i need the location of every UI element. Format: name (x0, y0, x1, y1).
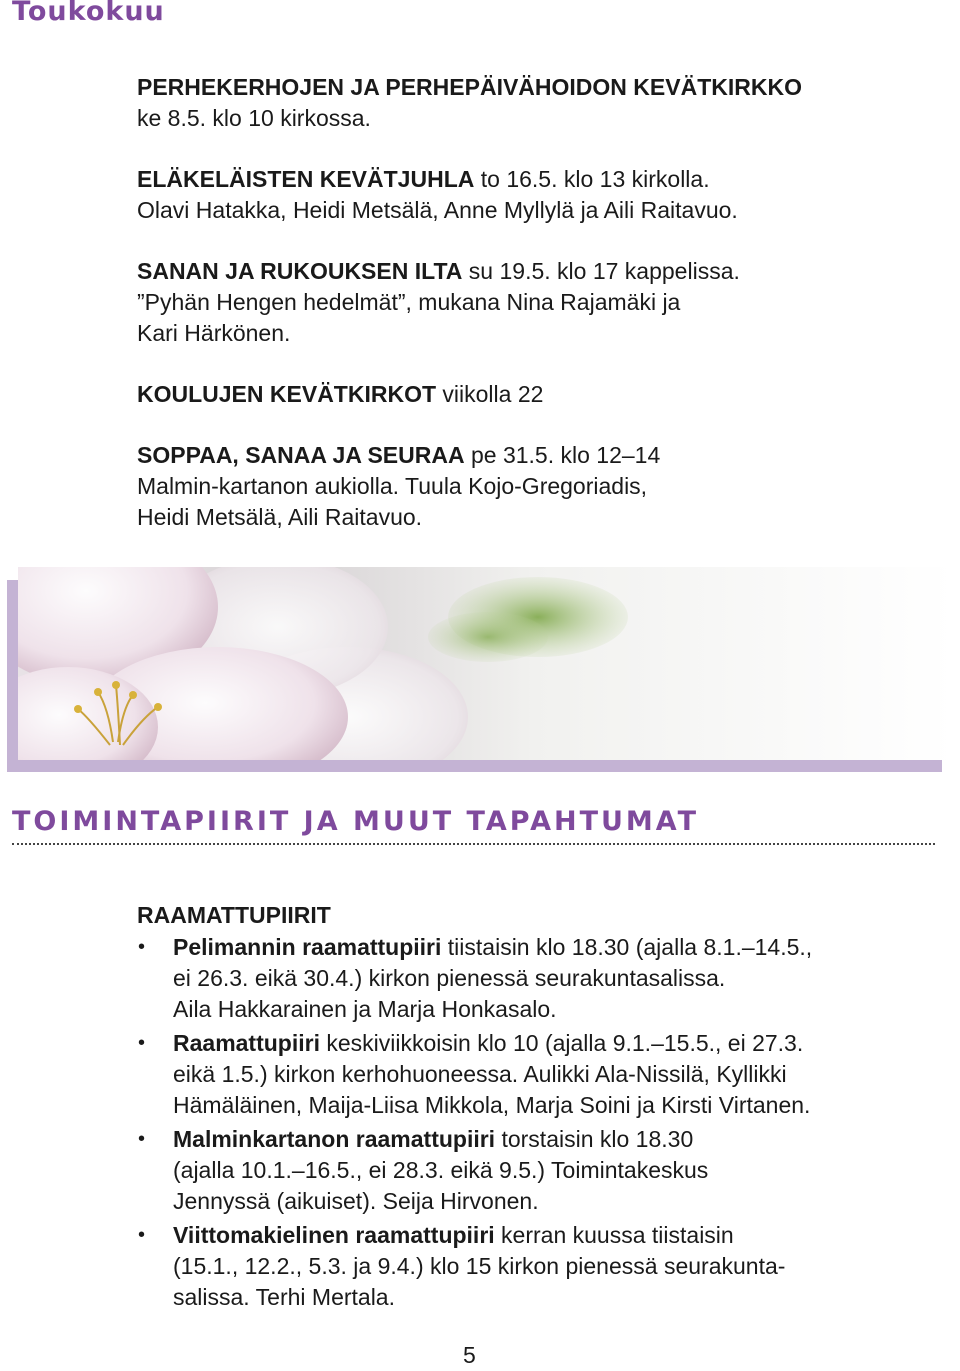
page-number: 5 (463, 1342, 476, 1368)
event-item: SANAN JA RUKOUKSEN ILTA su 19.5. klo 17 kappelissa. ”Pyhän Hengen hedelmät”, mukana Nina Rajamäki ja Kari Härkönen. (137, 258, 740, 346)
events-list (137, 72, 937, 563)
photo-frame-bottom (7, 760, 942, 772)
bullet-icon: • (138, 1032, 146, 1054)
list-item: • Viittomakielinen raamattupiiri kerran kuussa tiistaisin (15.1., 12.2., 5.3. ja 9.4.) klo 15 kirkon pienessä seurakunta- salissa. Terhi Mertala. (138, 1222, 786, 1310)
list-item: • Malminkartanon raamattupiiri torstaisin klo 18.30 (ajalla 10.1.–16.5., ei 28.3. eikä 9.5.) Toimintakeskus Jennyssä (aikuiset). Seija Hirvonen. (138, 1126, 709, 1214)
list-item: • Raamattupiiri keskiviikkoisin klo 10 (ajalla 9.1.–15.5., ei 27.3. eikä 1.5.) kirkon kerhohuoneessa. Aulikki Ala-Nissilä, Kyllikki Hämäläinen, Maija-Liisa Mikkola, Marja Soini ja Kirsti Virtanen. (138, 1030, 811, 1118)
event-item: SOPPAA, SANAA JA SEURAA pe 31.5. klo 12–14 Malmin-kartanon aukiolla. Tuula Kojo-Gregoriadis, Heidi Metsälä, Aili Raitavuo. (137, 442, 661, 530)
month-title: Toukokuu (12, 0, 165, 27)
subsection-title: RAAMATTUPIIRIT (137, 902, 331, 928)
blossom-photo (18, 567, 954, 760)
section-divider (12, 843, 935, 845)
blossom-illustration (18, 567, 954, 760)
event-item: KOULUJEN KEVÄTKIRKOT viikolla 22 (137, 381, 544, 407)
bullet-icon: • (138, 1224, 146, 1246)
bullet-icon: • (138, 1128, 146, 1150)
list-item: • Pelimannin raamattupiiri tiistaisin klo 18.30 (ajalla 8.1.–14.5., ei 26.3. eikä 30.4.) kirkon pienessä seurakuntasalissa. Aila Hakkarainen ja Marja Honkasalo. (138, 934, 813, 1022)
section-title: TOIMINTAPIIRIT JA MUUT TAPAHTUMAT (12, 806, 700, 837)
bullet-icon: • (138, 936, 146, 958)
bible-circles-list (137, 932, 927, 1316)
event-item: PERHEKERHOJEN JA PERHEPÄIVÄHOIDON KEVÄTKIRKKO ke 8.5. klo 10 kirkossa. (137, 74, 802, 131)
event-item: ELÄKELÄISTEN KEVÄTJUHLA to 16.5. klo 13 kirkolla. Olavi Hatakka, Heidi Metsälä, Anne Myllylä ja Aili Raitavuo. (137, 166, 738, 223)
